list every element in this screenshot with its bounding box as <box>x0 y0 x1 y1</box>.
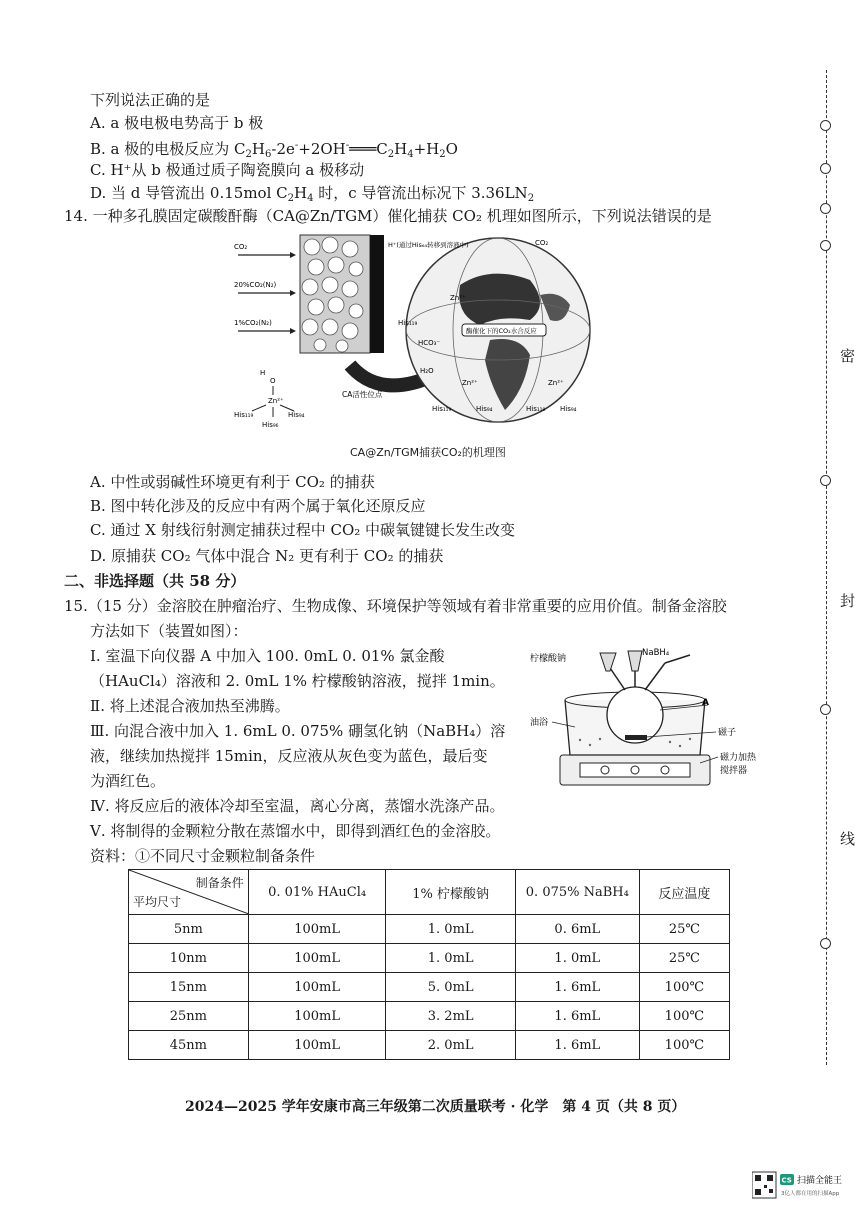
table-header-cell: 0. 01% HAuCl₄ <box>248 870 386 915</box>
svg-text:His₁₁₉: His₁₁₉ <box>398 319 418 327</box>
svg-text:磁力加热: 磁力加热 <box>720 753 757 763</box>
svg-text:A: A <box>702 698 709 708</box>
binding-feng: 封 <box>840 592 856 610</box>
q14-option-d: D. 原捕获 CO₂ 气体中混合 N₂ 更有利于 CO₂ 的捕获 <box>90 547 444 565</box>
svg-text:20%CO₂(N₂): 20%CO₂(N₂) <box>234 281 277 289</box>
q15-step2: Ⅱ. 将上述混合液加热至沸腾。 <box>90 697 290 715</box>
table-row <box>129 1002 730 1031</box>
table-header-cell: 1% 柠檬酸钠 <box>386 870 515 915</box>
table-cell: 1. 6mL <box>515 1002 639 1031</box>
q15-apparatus-figure <box>530 645 770 805</box>
binding-hole <box>820 704 831 715</box>
table-cell: 100℃ <box>639 1031 729 1060</box>
corner-top-label: 制备条件 <box>195 876 244 890</box>
binding-hole <box>820 120 831 131</box>
binding-hole <box>820 475 831 486</box>
q15-step3c: 为酒红色。 <box>90 772 166 790</box>
section-2-heading: 二、非选择题（共 58 分） <box>64 572 246 590</box>
table-cell: 100℃ <box>639 1002 729 1031</box>
q13-intro: 下列说法正确的是 <box>90 91 211 109</box>
q15-step1a: Ⅰ. 室温下向仪器 A 中加入 100. 0mL 0. 01% 氯金酸 <box>90 647 445 665</box>
q15-step3b: 液，继续加热搅拌 15min，反应液从灰色变为蓝色，最后变 <box>90 747 488 765</box>
table-cell: 100mL <box>248 1031 386 1060</box>
table-cell: 2. 0mL <box>386 1031 515 1060</box>
svg-text:油浴: 油浴 <box>530 718 549 728</box>
table-cell: 1. 0mL <box>386 944 515 973</box>
q15-step1b: （HAuCl₄）溶液和 2. 0mL 1% 柠檬酸钠溶液，搅拌 1min。 <box>90 672 505 690</box>
svg-text:H₂O: H₂O <box>420 367 434 375</box>
table-cell: 25nm <box>129 1002 249 1031</box>
q13-option-c: C. H⁺从 b 极通过质子陶瓷膜向 a 极移动 <box>90 161 365 179</box>
table-cell: 100℃ <box>639 973 729 1002</box>
svg-text:NaBH₄: NaBH₄ <box>642 648 670 658</box>
svg-text:His₁₁₉: His₁₁₉ <box>432 405 452 413</box>
q14-stem: 14. 一种多孔膜固定碳酸酐酶（CA@Zn/TGM）催化捕获 CO₂ 机理如图所示，下列说法错误的是 <box>64 207 712 225</box>
gold-size-conditions-table <box>128 869 730 1060</box>
svg-text:搅拌器: 搅拌器 <box>720 766 748 776</box>
q14-mechanism-figure <box>230 225 600 435</box>
table-cell: 25℃ <box>639 915 729 944</box>
table-header-cell: 0. 075% NaBH₄ <box>515 870 639 915</box>
table-cell: 1. 6mL <box>515 1031 639 1060</box>
table-cell: 100mL <box>248 973 386 1002</box>
table-cell: 1. 0mL <box>386 915 515 944</box>
svg-text:CS: CS <box>781 1176 792 1185</box>
table-cell: 1. 0mL <box>515 944 639 973</box>
q15-material-title: 资料：①不同尺寸金颗粒制备条件 <box>90 847 316 865</box>
svg-text:HCO₃⁻: HCO₃⁻ <box>418 339 441 347</box>
q13-option-b: B. a 极的电极反应为 $C_2H_6-2e^-+2OH^-═══C_2H_4+H_2O$ <box>90 140 458 160</box>
table-cell: 5. 0mL <box>386 973 515 1002</box>
svg-text:Zn²⁺: Zn²⁺ <box>268 397 284 405</box>
q15-stem-line2: 方法如下（装置如图）： <box>90 622 248 640</box>
svg-text:His₉₄: His₉₄ <box>476 405 493 413</box>
binding-hole <box>820 240 831 251</box>
table-cell: 100mL <box>248 915 386 944</box>
svg-text:Zn²⁺: Zn²⁺ <box>450 294 466 302</box>
table-row <box>129 1031 730 1060</box>
svg-text:扫描全能王: 扫描全能王 <box>797 1176 843 1186</box>
svg-text:1%CO₂(N₂): 1%CO₂(N₂) <box>234 319 272 327</box>
table-header-cell: 反应温度 <box>639 870 729 915</box>
svg-text:O: O <box>270 377 276 385</box>
svg-text:His₉₄: His₉₄ <box>288 411 305 419</box>
svg-text:H: H <box>260 369 266 377</box>
svg-text:CO₂: CO₂ <box>535 239 549 247</box>
binding-hole <box>820 203 831 214</box>
table-cell: 1. 6mL <box>515 973 639 1002</box>
q15-step4: Ⅳ. 将反应后的液体冷却至室温，离心分离，蒸馏水洗涤产品。 <box>90 797 505 815</box>
table-cell: 5nm <box>129 915 249 944</box>
table-cell: 3. 2mL <box>386 1002 515 1031</box>
svg-text:3亿人都在用的扫描App: 3亿人都在用的扫描App <box>781 1191 840 1197</box>
binding-hole <box>820 938 831 949</box>
q15-stem-line1: 15.（15 分）金溶胶在肿瘤治疗、生物成像、环境保护等领域有着非常重要的应用价值。制备金溶胶 <box>64 597 727 615</box>
svg-text:His₉₆: His₉₆ <box>262 421 279 429</box>
svg-text:His₁₁₉: His₁₁₉ <box>234 411 254 419</box>
table-cell: 100mL <box>248 1002 386 1031</box>
table-cell: 0. 6mL <box>515 915 639 944</box>
table-cell: 15nm <box>129 973 249 1002</box>
binding-xian: 线 <box>840 830 856 848</box>
table-cell: 100mL <box>248 944 386 973</box>
svg-text:柠檬酸钠: 柠檬酸钠 <box>530 654 567 664</box>
svg-text:His₁₁₉: His₁₁₉ <box>526 405 546 413</box>
table-row <box>129 944 730 973</box>
page-footer: 2024—2025 学年安康市高三年级第二次质量联考 · 化学 第 4 页（共 8 页） <box>185 1099 686 1115</box>
svg-text:酶催化下的CO₂水合反应: 酶催化下的CO₂水合反应 <box>466 327 537 335</box>
svg-text:CA活性位点: CA活性位点 <box>342 390 383 399</box>
corner-bottom-label: 平均尺寸 <box>133 895 182 909</box>
svg-text:H⁺(通过His₆₄转移到溶液中): H⁺(通过His₆₄转移到溶液中) <box>388 241 469 249</box>
table-cell: 25℃ <box>639 944 729 973</box>
binding-dashed-line <box>826 70 827 1065</box>
table-corner-header <box>129 870 249 915</box>
binding-mi: 密 <box>840 347 856 365</box>
q15-step3a: Ⅲ. 向混合液中加入 1. 6mL 0. 075% 硼氢化钠（NaBH₄）溶 <box>90 722 506 740</box>
table-row <box>129 973 730 1002</box>
table-cell: 45nm <box>129 1031 249 1060</box>
q15-step5: Ⅴ. 将制得的金颗粒分散在蒸馏水中，即得到酒红色的金溶胶。 <box>90 822 501 840</box>
q13-option-d: D. 当 d 导管流出 0.15mol $C_2H_4$ 时，c 导管流出标况下 $3.36LN_2$ <box>90 184 535 204</box>
table-row <box>129 915 730 944</box>
table-cell: 10nm <box>129 944 249 973</box>
svg-text:His₉₄: His₉₄ <box>560 405 577 413</box>
q14-option-c: C. 通过 X 射线衍射测定捕获过程中 CO₂ 中碳氧键键长发生改变 <box>90 521 516 539</box>
q14-figure-caption: CA@Zn/TGM捕获CO₂的机理图 <box>350 446 506 459</box>
svg-text:CO₂: CO₂ <box>234 243 248 251</box>
svg-text:磁子: 磁子 <box>718 728 737 738</box>
q14-option-b: B. 图中转化涉及的反应中有两个属于氧化还原反应 <box>90 497 426 515</box>
binding-hole <box>820 163 831 174</box>
q14-option-a: A. 中性或弱碱性环境更有利于 CO₂ 的捕获 <box>90 473 375 491</box>
svg-text:Zn²⁺: Zn²⁺ <box>548 379 564 387</box>
scanner-watermark <box>752 1171 847 1201</box>
q13-option-a: A. a 极电极电势高于 b 极 <box>90 114 264 132</box>
svg-text:Zn²⁺: Zn²⁺ <box>462 379 478 387</box>
